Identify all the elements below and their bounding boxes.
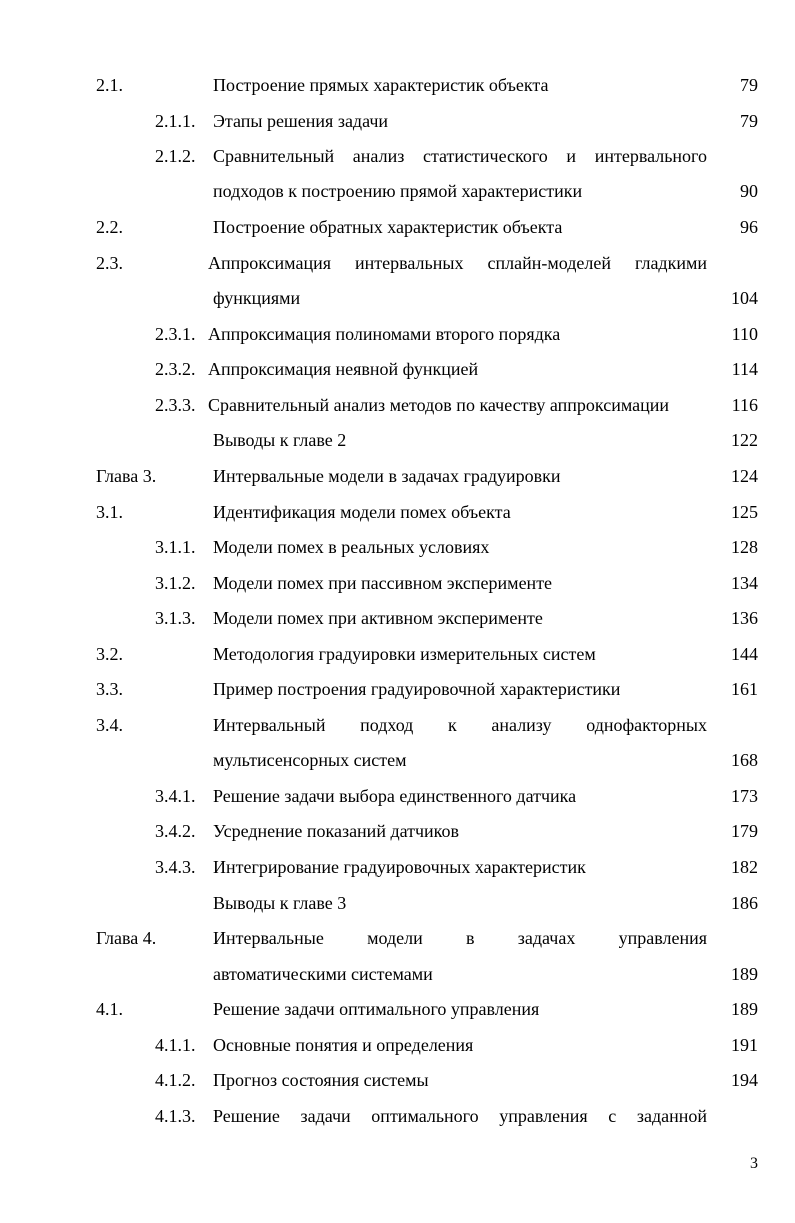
toc-entry (0, 639, 795, 669)
toc-entry-page: 128 (731, 537, 758, 557)
toc-entry-number: 3.4.2. (155, 821, 196, 841)
toc-entry-number: 2.3.1. (155, 324, 196, 344)
toc-entry-page: 144 (731, 644, 758, 664)
toc-entry-number: 2.1. (96, 75, 123, 95)
toc-entry-page: 173 (731, 786, 758, 806)
toc-entry (0, 710, 795, 740)
toc-entry (0, 994, 795, 1024)
toc-entry (0, 1030, 795, 1060)
toc-entry (0, 568, 795, 598)
toc-entry-title: Модели помех при активном эксперименте (213, 608, 543, 628)
toc-entry-page: 79 (740, 111, 758, 131)
toc-entry-number: Глава 3. (96, 466, 157, 486)
toc-entry (0, 852, 795, 882)
toc-entry-page: 191 (731, 1035, 758, 1055)
toc-entry (0, 248, 795, 278)
toc-entry-page: 114 (731, 359, 758, 379)
toc-entry-title: Интегрирование градуировочных характеристик (213, 857, 586, 877)
toc-entry-title: Решение задачи оптимального управления с заданной (213, 1106, 707, 1126)
toc-entry-title: Аппроксимация неявной функцией (208, 359, 479, 379)
toc-entry (0, 461, 795, 491)
toc-entry-title: Решение задачи оптимального управления (213, 999, 540, 1019)
toc-entry-number: 2.3. (96, 253, 123, 273)
toc-entry-title: Пример построения градуировочной характеристики (213, 679, 621, 699)
toc-entry (0, 781, 795, 811)
toc-entry (0, 674, 795, 704)
toc-entry-number: 3.1.2. (155, 573, 196, 593)
toc-entry-title: Усреднение показаний датчиков (213, 821, 460, 841)
toc-entry-page: 161 (731, 679, 758, 699)
toc-entry-page: 122 (731, 430, 758, 450)
toc-entry-title: Модели помех при пассивном эксперименте (213, 573, 553, 593)
toc-entry-title: Сравнительный анализ статистического и интервального (213, 146, 707, 166)
toc-entry-page: 104 (731, 288, 758, 308)
toc-entry-page: 194 (731, 1070, 758, 1090)
toc-entry (0, 106, 795, 136)
toc-entry-number: 3.1.1. (155, 537, 196, 557)
toc-entry-continuation (0, 745, 795, 775)
toc-entry-title: Интервальные модели в задачах управления (213, 928, 707, 948)
toc-entry-page: 134 (731, 573, 758, 593)
toc-entry-title: мультисенсорных систем (213, 750, 407, 770)
toc-entry-number: 2.1.1. (155, 111, 196, 131)
toc-entry (0, 603, 795, 633)
toc-entry-title: Методология градуировки измерительных систем (213, 644, 596, 664)
toc-entry-title: Модели помех в реальных условиях (213, 537, 490, 557)
toc-entry-page: 182 (731, 857, 758, 877)
toc-entry-title: Интервальный подход к анализу однофакторных (213, 715, 707, 735)
toc-entry-number: 3.4.1. (155, 786, 196, 806)
toc-entry (0, 319, 795, 349)
toc-entry-page: 189 (731, 964, 758, 984)
toc-entry-continuation (0, 283, 795, 313)
toc-entry-title: Этапы решения задачи (213, 111, 389, 131)
toc-entry (0, 923, 795, 953)
toc-entry-page: 125 (731, 502, 758, 522)
toc-entry-number: 3.4.3. (155, 857, 196, 877)
toc-entry (0, 425, 795, 455)
toc-entry-title: Прогноз состояния системы (213, 1070, 429, 1090)
toc-entry-page: 124 (731, 466, 758, 486)
toc-entry-continuation (0, 176, 795, 206)
toc-entry-number: 4.1.1. (155, 1035, 196, 1055)
toc-entry-number: 3.1.3. (155, 608, 196, 628)
toc-entry-title: Выводы к главе 3 (213, 893, 347, 913)
toc-entry (0, 390, 795, 420)
toc-entry-title: Решение задачи выбора единственного датчика (213, 786, 577, 806)
toc-entry (0, 1065, 795, 1095)
toc-entry-title: Построение прямых характеристик объекта (213, 75, 549, 95)
toc-entry-number: 3.1. (96, 502, 123, 522)
toc-entry-page: 136 (731, 608, 758, 628)
toc-entry-number: 3.4. (96, 715, 123, 735)
toc-entry-continuation (0, 959, 795, 989)
toc-entry-title: Построение обратных характеристик объекта (213, 217, 563, 237)
page-number: 3 (750, 1155, 758, 1172)
toc-entry-title: автоматическими системами (213, 964, 433, 984)
toc-entry (0, 816, 795, 846)
toc-entry-number: 3.3. (96, 679, 123, 699)
toc-entry-title: Основные понятия и определения (213, 1035, 474, 1055)
toc-entry-title: Выводы к главе 2 (213, 430, 347, 450)
toc-entry-page: 79 (740, 75, 758, 95)
toc-entry-page: 179 (731, 821, 758, 841)
toc-entry-title: Сравнительный анализ методов по качеству аппроксимации (208, 395, 670, 415)
toc-entry-number: Глава 4. (96, 928, 157, 948)
toc-entry-page: 186 (731, 893, 758, 913)
toc-entry (0, 1101, 795, 1131)
toc-entry-number: 2.3.2. (155, 359, 196, 379)
toc-entry (0, 141, 795, 171)
toc-entry (0, 532, 795, 562)
toc-entry (0, 497, 795, 527)
toc-entry-title: подходов к построению прямой характеристики (213, 181, 583, 201)
toc-entry-number: 4.1. (96, 999, 123, 1019)
toc-entry-number: 4.1.2. (155, 1070, 196, 1090)
toc-entry (0, 888, 795, 918)
toc-entry-page: 189 (731, 999, 758, 1019)
toc-entry-title: функциями (213, 288, 301, 308)
toc-entry-title: Интервальные модели в задачах градуировки (213, 466, 561, 486)
toc-entry-page: 96 (740, 217, 758, 237)
toc-entry-page: 110 (731, 324, 758, 344)
toc-entry-title: Аппроксимация полиномами второго порядка (208, 324, 561, 344)
toc-entry (0, 212, 795, 242)
toc-entry (0, 70, 795, 100)
toc-entry-title: Идентификация модели помех объекта (213, 502, 511, 522)
toc-entry-page: 90 (740, 181, 758, 201)
toc-entry-number: 3.2. (96, 644, 123, 664)
toc-entry-page: 116 (731, 395, 758, 415)
toc-entry-number: 2.2. (96, 217, 123, 237)
toc-entry-number: 2.3.3. (155, 395, 196, 415)
toc-entry-number: 4.1.3. (155, 1106, 196, 1126)
toc-entry (0, 354, 795, 384)
toc-entry-page: 168 (731, 750, 758, 770)
toc-entry-number: 2.1.2. (155, 146, 196, 166)
toc-entry-title: Аппроксимация интервальных сплайн-моделей гладкими (208, 253, 707, 273)
